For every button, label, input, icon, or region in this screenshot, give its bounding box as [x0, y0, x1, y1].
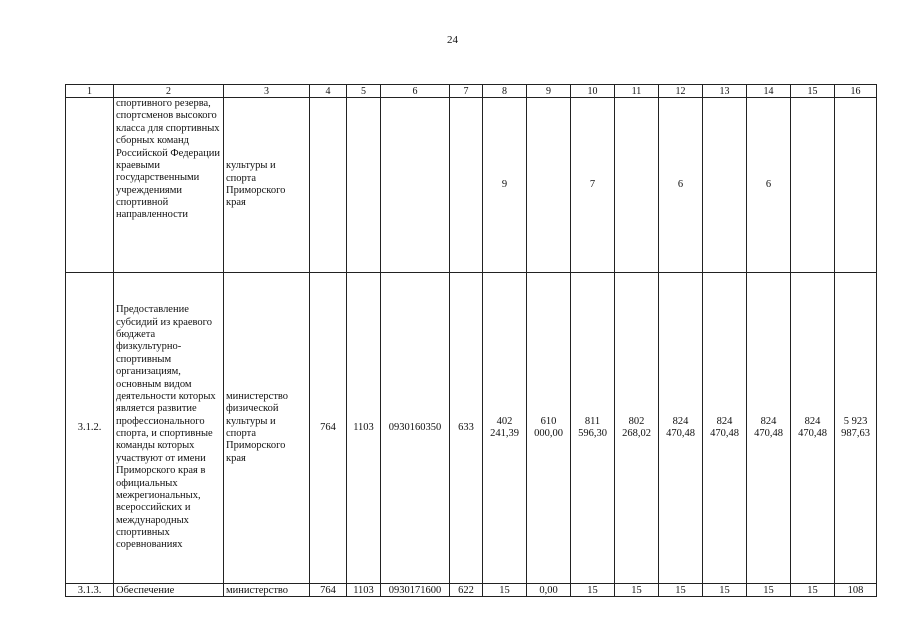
grbs-code-cell: 764 — [310, 584, 347, 597]
column-header: 7 — [450, 85, 483, 98]
executor-cell: культуры и спорта Приморского края — [224, 98, 310, 273]
expense-type-cell: 633 — [450, 273, 483, 584]
column-header: 3 — [224, 85, 310, 98]
total-cell: 108 — [835, 584, 877, 597]
value-cell: 15 — [703, 584, 747, 597]
expense-type-cell: 622 — [450, 584, 483, 597]
target-article-cell — [381, 98, 450, 273]
value-cell: 402 241,39 — [483, 273, 527, 584]
table-row — [66, 584, 877, 597]
section-code-cell: 1103 — [347, 584, 381, 597]
executor-cell: министерство — [224, 584, 310, 597]
value-cell: 811 596,30 — [571, 273, 615, 584]
row-number-cell: 3.1.2. — [66, 273, 114, 584]
value-cell: 15 — [747, 584, 791, 597]
value-cell: 15 — [571, 584, 615, 597]
value-cell — [791, 98, 835, 273]
value-cell: 6 — [659, 98, 703, 273]
value-cell: 9 — [483, 98, 527, 273]
value-cell — [703, 98, 747, 273]
activity-name-cell: спортивного резерва, спортсменов высокого класса для спортивных сборных команд Российской Федерации краевыми государственными учреждениями спортивной направленности — [114, 98, 224, 273]
target-article-cell: 0930171600 — [381, 584, 450, 597]
value-cell: 15 — [791, 584, 835, 597]
value-cell: 610 000,00 — [527, 273, 571, 584]
row-number-cell: 3.1.3. — [66, 584, 114, 597]
column-header: 11 — [615, 85, 659, 98]
value-cell: 0,00 — [527, 584, 571, 597]
value-cell: 802 268,02 — [615, 273, 659, 584]
column-header: 1 — [66, 85, 114, 98]
table-header-row — [66, 85, 877, 98]
value-cell: 15 — [659, 584, 703, 597]
column-header: 10 — [571, 85, 615, 98]
column-header: 12 — [659, 85, 703, 98]
column-header: 9 — [527, 85, 571, 98]
total-cell — [835, 98, 877, 273]
value-cell: 824 470,48 — [703, 273, 747, 584]
grbs-code-cell — [310, 98, 347, 273]
executor-cell: министерство физической культуры и спорта Приморского края — [224, 273, 310, 584]
value-cell: 15 — [483, 584, 527, 597]
column-header: 5 — [347, 85, 381, 98]
value-cell: 15 — [615, 584, 659, 597]
activity-name-cell: Предоставление субсидий из краевого бюджета физкультурно-спортивным организациям, основным видом деятельности которых является развитие профессионального спорта, и спортивные команды которых участвуют от имени Приморского края в официальных межрегиональных, всероссийских и международных спортивных соревнованиях — [114, 273, 224, 584]
section-code-cell: 1103 — [347, 273, 381, 584]
value-cell — [527, 98, 571, 273]
value-cell: 7 — [571, 98, 615, 273]
activity-name-cell: Обеспечение — [114, 584, 224, 597]
budget-table — [65, 84, 877, 597]
page-number: 24 — [447, 34, 458, 46]
value-cell: 6 — [747, 98, 791, 273]
value-cell — [615, 98, 659, 273]
column-header: 16 — [835, 85, 877, 98]
grbs-code-cell: 764 — [310, 273, 347, 584]
value-cell: 824 470,48 — [747, 273, 791, 584]
column-header: 4 — [310, 85, 347, 98]
column-header: 6 — [381, 85, 450, 98]
row-number-cell — [66, 98, 114, 273]
expense-type-cell — [450, 98, 483, 273]
column-header: 8 — [483, 85, 527, 98]
total-cell: 5 923 987,63 — [835, 273, 877, 584]
column-header: 2 — [114, 85, 224, 98]
section-code-cell — [347, 98, 381, 273]
column-header: 13 — [703, 85, 747, 98]
value-cell: 824 470,48 — [791, 273, 835, 584]
table-row — [66, 273, 877, 584]
column-header: 14 — [747, 85, 791, 98]
value-cell: 824 470,48 — [659, 273, 703, 584]
target-article-cell: 0930160350 — [381, 273, 450, 584]
table-row — [66, 98, 877, 273]
column-header: 15 — [791, 85, 835, 98]
